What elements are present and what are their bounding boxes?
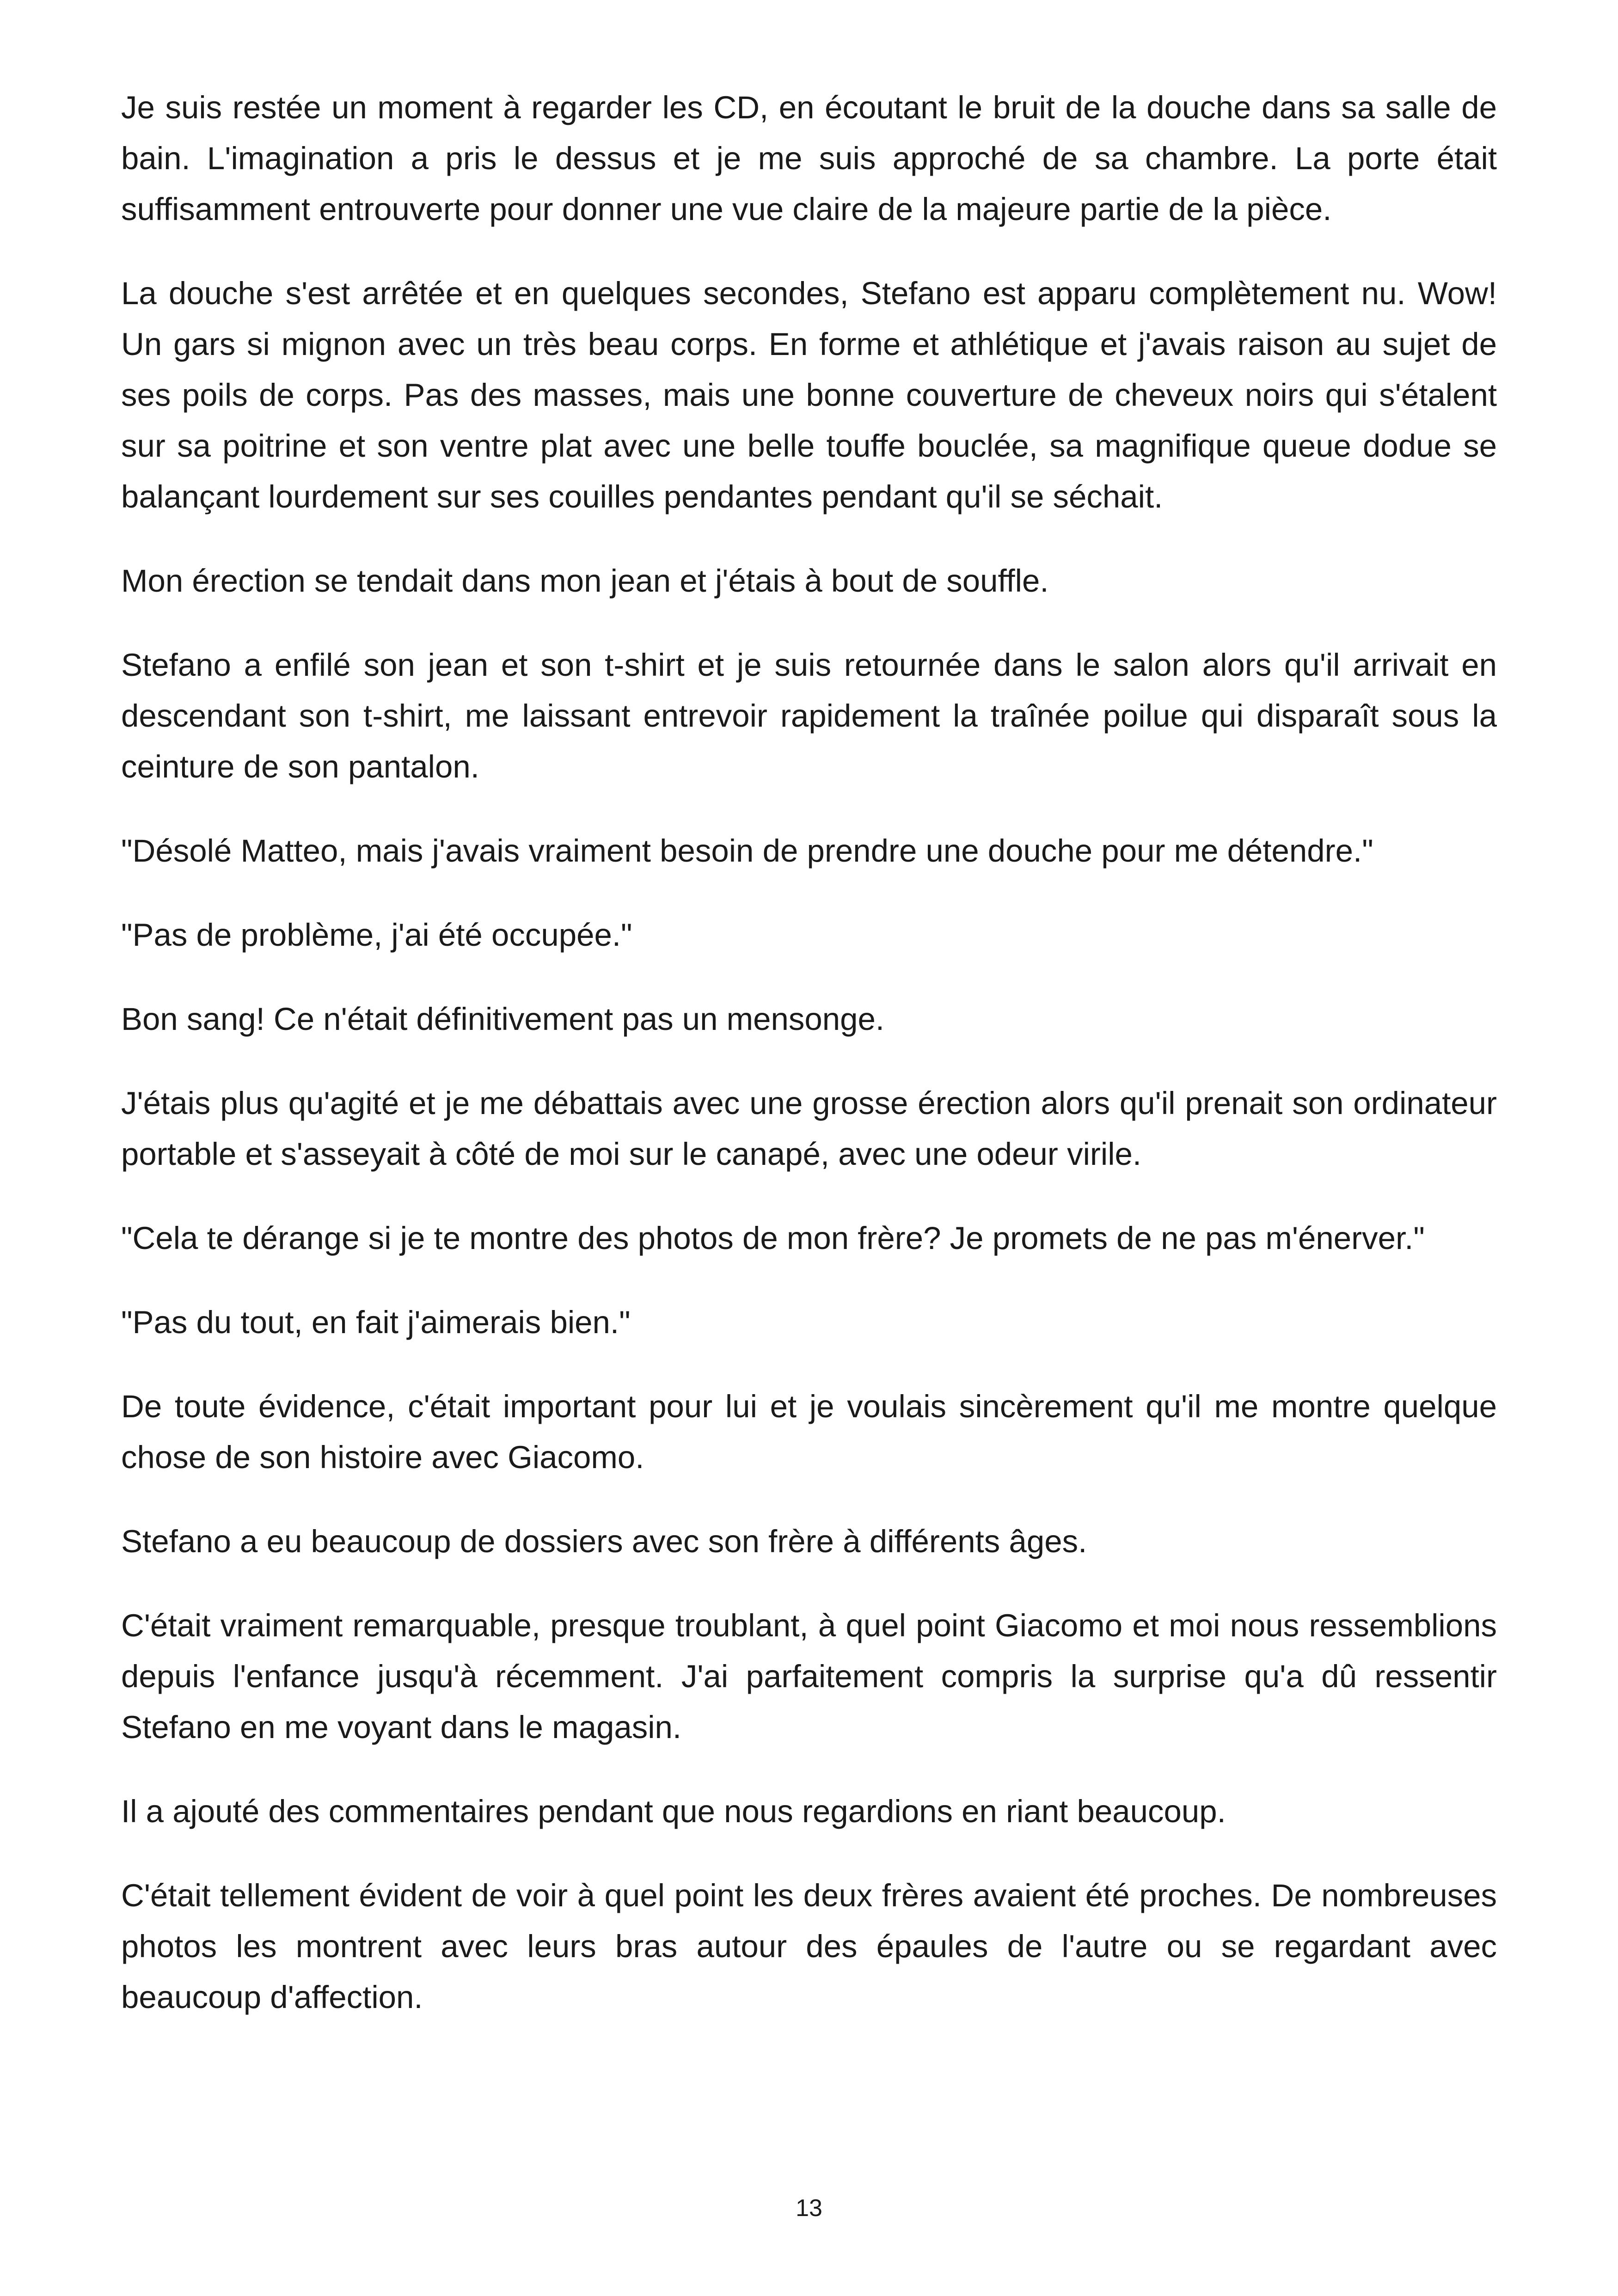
- page-number: 13: [796, 2195, 822, 2222]
- paragraph: "Désolé Matteo, mais j'avais vraiment besoin de prendre une douche pour me détendre.": [121, 833, 1373, 869]
- paragraph: Bon sang! Ce n'était définitivement pas un mensonge.: [121, 1001, 885, 1037]
- paragraph: C'était tellement évident de voir à quel point les deux frères avaient été proches. De nombreuses photos les montrent avec leurs bras autour des épaules de l'autre ou se regardant avec beaucoup d'affection.: [121, 1878, 1497, 2015]
- paragraph: C'était vraiment remarquable, presque troublant, à quel point Giacomo et moi nous ressemblions depuis l'enfance jusqu'à récemment. J'ai parfaitement compris la surprise qu'a dû ressentir Stefano en me voyant dans le magasin.: [121, 1608, 1497, 1745]
- paragraph: De toute évidence, c'était important pour lui et je voulais sincèrement qu'il me montre quelque chose de son histoire avec Giacomo.: [121, 1389, 1497, 1475]
- paragraph: "Cela te dérange si je te montre des photos de mon frère? Je promets de ne pas m'énerver.": [121, 1220, 1425, 1256]
- paragraph: La douche s'est arrêtée et en quelques secondes, Stefano est apparu complètement nu. Wow! Un gars si mignon avec un très beau corps. En forme et athlétique et j'avais raison au sujet de ses poils de corps. Pas des masses, mais une bonne couverture de cheveux noirs qui s'étalent sur sa poitrine et son ventre plat avec une belle touffe bouclée, sa magnifique queue dodue se balançant lourdement sur ses couilles pendantes pendant qu'il se séchait.: [121, 276, 1497, 514]
- paragraph: Stefano a eu beaucoup de dossiers avec son frère à différents âges.: [121, 1524, 1087, 1559]
- paragraph: Je suis restée un moment à regarder les CD, en écoutant le bruit de la douche dans sa salle de bain. L'imagination a pris le dessus et je me suis approché de sa chambre. La porte était suffisamment entrouverte pour donner une vue claire de la majeure partie de la pièce.: [121, 90, 1497, 227]
- paragraph: Mon érection se tendait dans mon jean et j'étais à bout de souffle.: [121, 563, 1049, 599]
- paragraph: Il a ajouté des commentaires pendant que nous regardions en riant beaucoup.: [121, 1794, 1226, 1829]
- paragraph: Stefano a enfilé son jean et son t-shirt et je suis retournée dans le salon alors qu'il arrivait en descendant son t-shirt, me laissant entrevoir rapidement la traînée poilue qui disparaît sous la ceinture de son pantalon.: [121, 647, 1497, 784]
- paragraph: J'étais plus qu'agité et je me débattais avec une grosse érection alors qu'il prenait son ordinateur portable et s'asseyait à côté de moi sur le canapé, avec une odeur virile.: [121, 1085, 1497, 1172]
- body-text: [121, 82, 1497, 2023]
- paragraph: "Pas du tout, en fait j'aimerais bien.": [121, 1304, 631, 1340]
- paragraph: "Pas de problème, j'ai été occupée.": [121, 917, 632, 953]
